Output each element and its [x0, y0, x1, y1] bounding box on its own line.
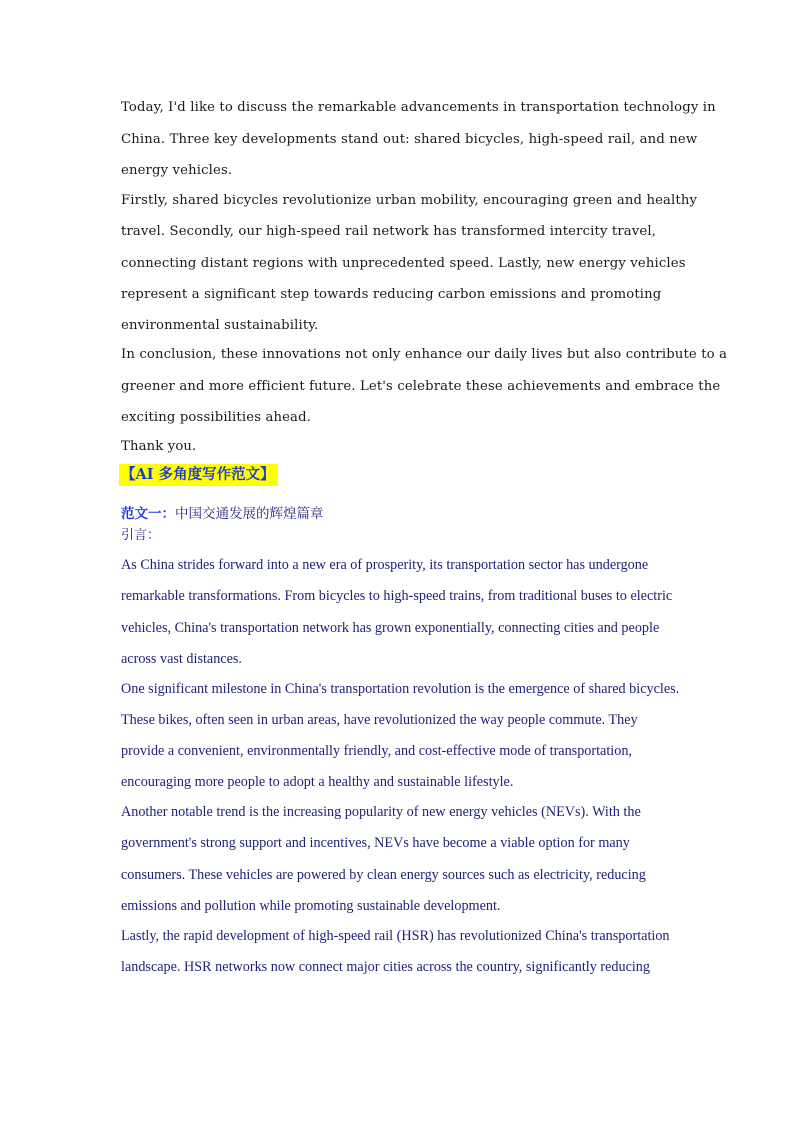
essay-line: These bikes, often seen in urban areas, have revolutionized the way people commute. They — [121, 712, 638, 728]
speech-line: China. Three key developments stand out: shared bicycles, high-speed rail, and new — [121, 132, 698, 147]
essay-line: As China strides forward into a new era of prosperity, its transportation sector has undergone — [121, 557, 649, 573]
essay-title-separator: ： — [161, 506, 175, 522]
essay-line: landscape. HSR networks now connect major cities across the country, significantly reducing — [121, 959, 650, 975]
speech-line: In conclusion, these innovations not only enhance our daily lives but also contribute to a — [121, 347, 728, 362]
essay-line: Another notable trend is the increasing popularity of new energy vehicles (NEVs). With the — [121, 804, 641, 820]
speech-line: travel. Secondly, our high-speed rail network has transformed intercity travel, — [121, 224, 657, 239]
essay-label: 范文一 — [121, 506, 162, 522]
essay-line: provide a convenient, environmentally friendly, and cost-effective mode of transportation, — [121, 743, 632, 759]
essay-line: across vast distances. — [121, 651, 242, 667]
essay-line: Lastly, the rapid development of high-speed rail (HSR) has revolutionized China's transportation — [121, 928, 670, 944]
speech-line: connecting distant regions with unprecedented speed. Lastly, new energy vehicles — [121, 256, 686, 271]
essay-line: vehicles, China's transportation network has grown exponentially, connecting cities and people — [121, 620, 660, 636]
speech-line: environmental sustainability. — [121, 318, 319, 333]
essay-line: government's strong support and incentives, NEVs have become a viable option for many — [121, 835, 630, 851]
intro-label: 引言： — [121, 528, 161, 543]
speech-line: Firstly, shared bicycles revolutionize urban mobility, encouraging green and healthy — [121, 193, 698, 208]
section-title: 【AI 多角度写作范文】 — [119, 464, 278, 486]
speech-line: exciting possibilities ahead. — [121, 410, 312, 425]
speech-line: Thank you. — [121, 439, 197, 454]
essay-line: emissions and pollution while promoting sustainable development. — [121, 898, 501, 914]
essay-name: 中国交通发展的辉煌篇章 — [175, 506, 324, 522]
essay-line: consumers. These vehicles are powered by clean energy sources such as electricity, reducing — [121, 867, 646, 883]
essay-line: remarkable transformations. From bicycles to high-speed trains, from traditional buses to electric — [121, 588, 673, 604]
essay-title — [121, 505, 324, 523]
speech-line: greener and more efficient future. Let's celebrate these achievements and embrace the — [121, 379, 721, 394]
essay-line: One significant milestone in China's transportation revolution is the emergence of shared bicycles. — [121, 681, 680, 697]
speech-line: represent a significant step towards reducing carbon emissions and promoting — [121, 287, 662, 302]
speech-line: Today, I'd like to discuss the remarkable advancements in transportation technology in — [121, 100, 716, 115]
speech-line: energy vehicles. — [121, 163, 233, 178]
essay-line: encouraging more people to adopt a healthy and sustainable lifestyle. — [121, 774, 514, 790]
